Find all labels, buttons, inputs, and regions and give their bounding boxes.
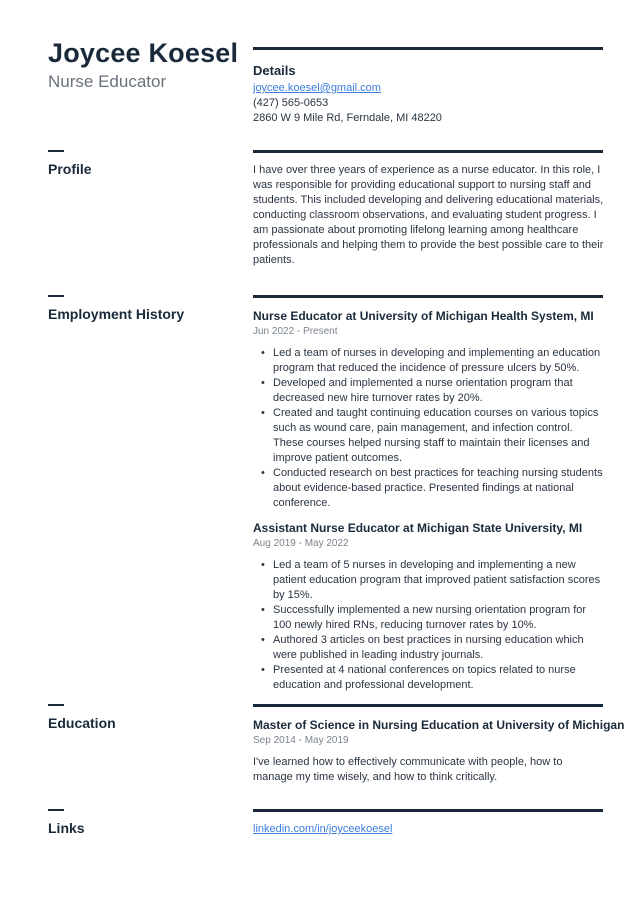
details-heading: Details <box>253 63 296 78</box>
degree-title: Master of Science in Nursing Education at University of Michigan <box>253 718 625 732</box>
job-title: Assistant Nurse Educator at Michigan State University, MI <box>253 521 583 535</box>
employment-label: Employment History <box>48 306 185 322</box>
education-marker <box>48 704 64 706</box>
degree-dates: Sep 2014 - May 2019 <box>253 735 349 746</box>
links-marker <box>48 809 64 811</box>
email-link[interactable]: joycee.koesel@gmail.com <box>253 82 381 94</box>
education-label: Education <box>48 715 116 731</box>
job-bullet: • Created and taught continuing education courses on various topics such as wound care, pain management, and infection control. These courses helped nursing staff to maintain their licenses and improve patient outcomes. <box>273 406 605 466</box>
job-bullet: • Developed and implemented a nurse orientation program that decreased new hire turnover rates by 20%. <box>273 376 605 406</box>
job-bullet: • Authored 3 articles on best practices in nursing education which were published in leading industry journals. <box>273 633 605 663</box>
job-bullet: • Presented at 4 national conferences on topics related to nurse education and professional development. <box>273 663 605 693</box>
profile-section <box>253 163 605 268</box>
employment-marker <box>48 295 64 297</box>
job-bullets <box>253 558 605 693</box>
linkedin-link[interactable]: linkedin.com/in/joyceekoesel <box>253 823 393 835</box>
details-rule <box>253 47 603 50</box>
links-section <box>253 822 605 837</box>
links-label: Links <box>48 820 85 836</box>
candidate-name: Joycee Koesel <box>48 38 239 68</box>
job-bullet: • Conducted research on best practices for teaching nursing students about evidence-based practice. Presented findings at national conference. <box>273 466 605 511</box>
job-entry <box>253 520 605 693</box>
job-bullet: • Led a team of nurses in developing and implementing an education program that reduced the incidence of pressure ulcers by 50%. <box>273 346 605 376</box>
profile-marker <box>48 150 64 152</box>
details-section <box>253 62 605 126</box>
job-bullet: • Successfully implemented a new nursing orientation program for 100 newly hired RNs, reducing turnover rates by 10%. <box>273 603 605 633</box>
education-section <box>253 717 625 785</box>
job-title: Nurse Educator at University of Michigan Health System, MI <box>253 309 594 323</box>
employment-section <box>253 308 605 693</box>
candidate-title: Nurse Educator <box>48 72 167 91</box>
profile-text: I have over three years of experience as a nurse educator. In this role, I was responsible for providing educational support to nursing staff and students. This included developing and delivering educational materials, conducting classroom observations, and evaluating student progress. I am passionate about promoting lifelong learning among healthcare professionals and helping them to provide the best possible care to their patients. <box>253 164 604 266</box>
profile-rule <box>253 150 603 153</box>
links-rule <box>253 809 603 812</box>
employment-rule <box>253 295 603 298</box>
job-bullets <box>253 346 605 511</box>
phone-number: (427) 565-0653 <box>253 97 329 109</box>
job-entry <box>253 308 605 511</box>
job-bullet: • Led a team of 5 nurses in developing and implementing a new patient education program that improved patient satisfaction scores by 15%. <box>273 558 605 603</box>
job-dates: Jun 2022 - Present <box>253 326 338 337</box>
education-text: I've learned how to effectively communicate with people, how to manage my time wisely, and how to think critically. <box>253 756 563 783</box>
education-rule <box>253 704 603 707</box>
profile-label: Profile <box>48 161 92 177</box>
address: 2860 W 9 Mile Rd, Ferndale, MI 48220 <box>253 112 442 124</box>
job-dates: Aug 2019 - May 2022 <box>253 538 349 549</box>
